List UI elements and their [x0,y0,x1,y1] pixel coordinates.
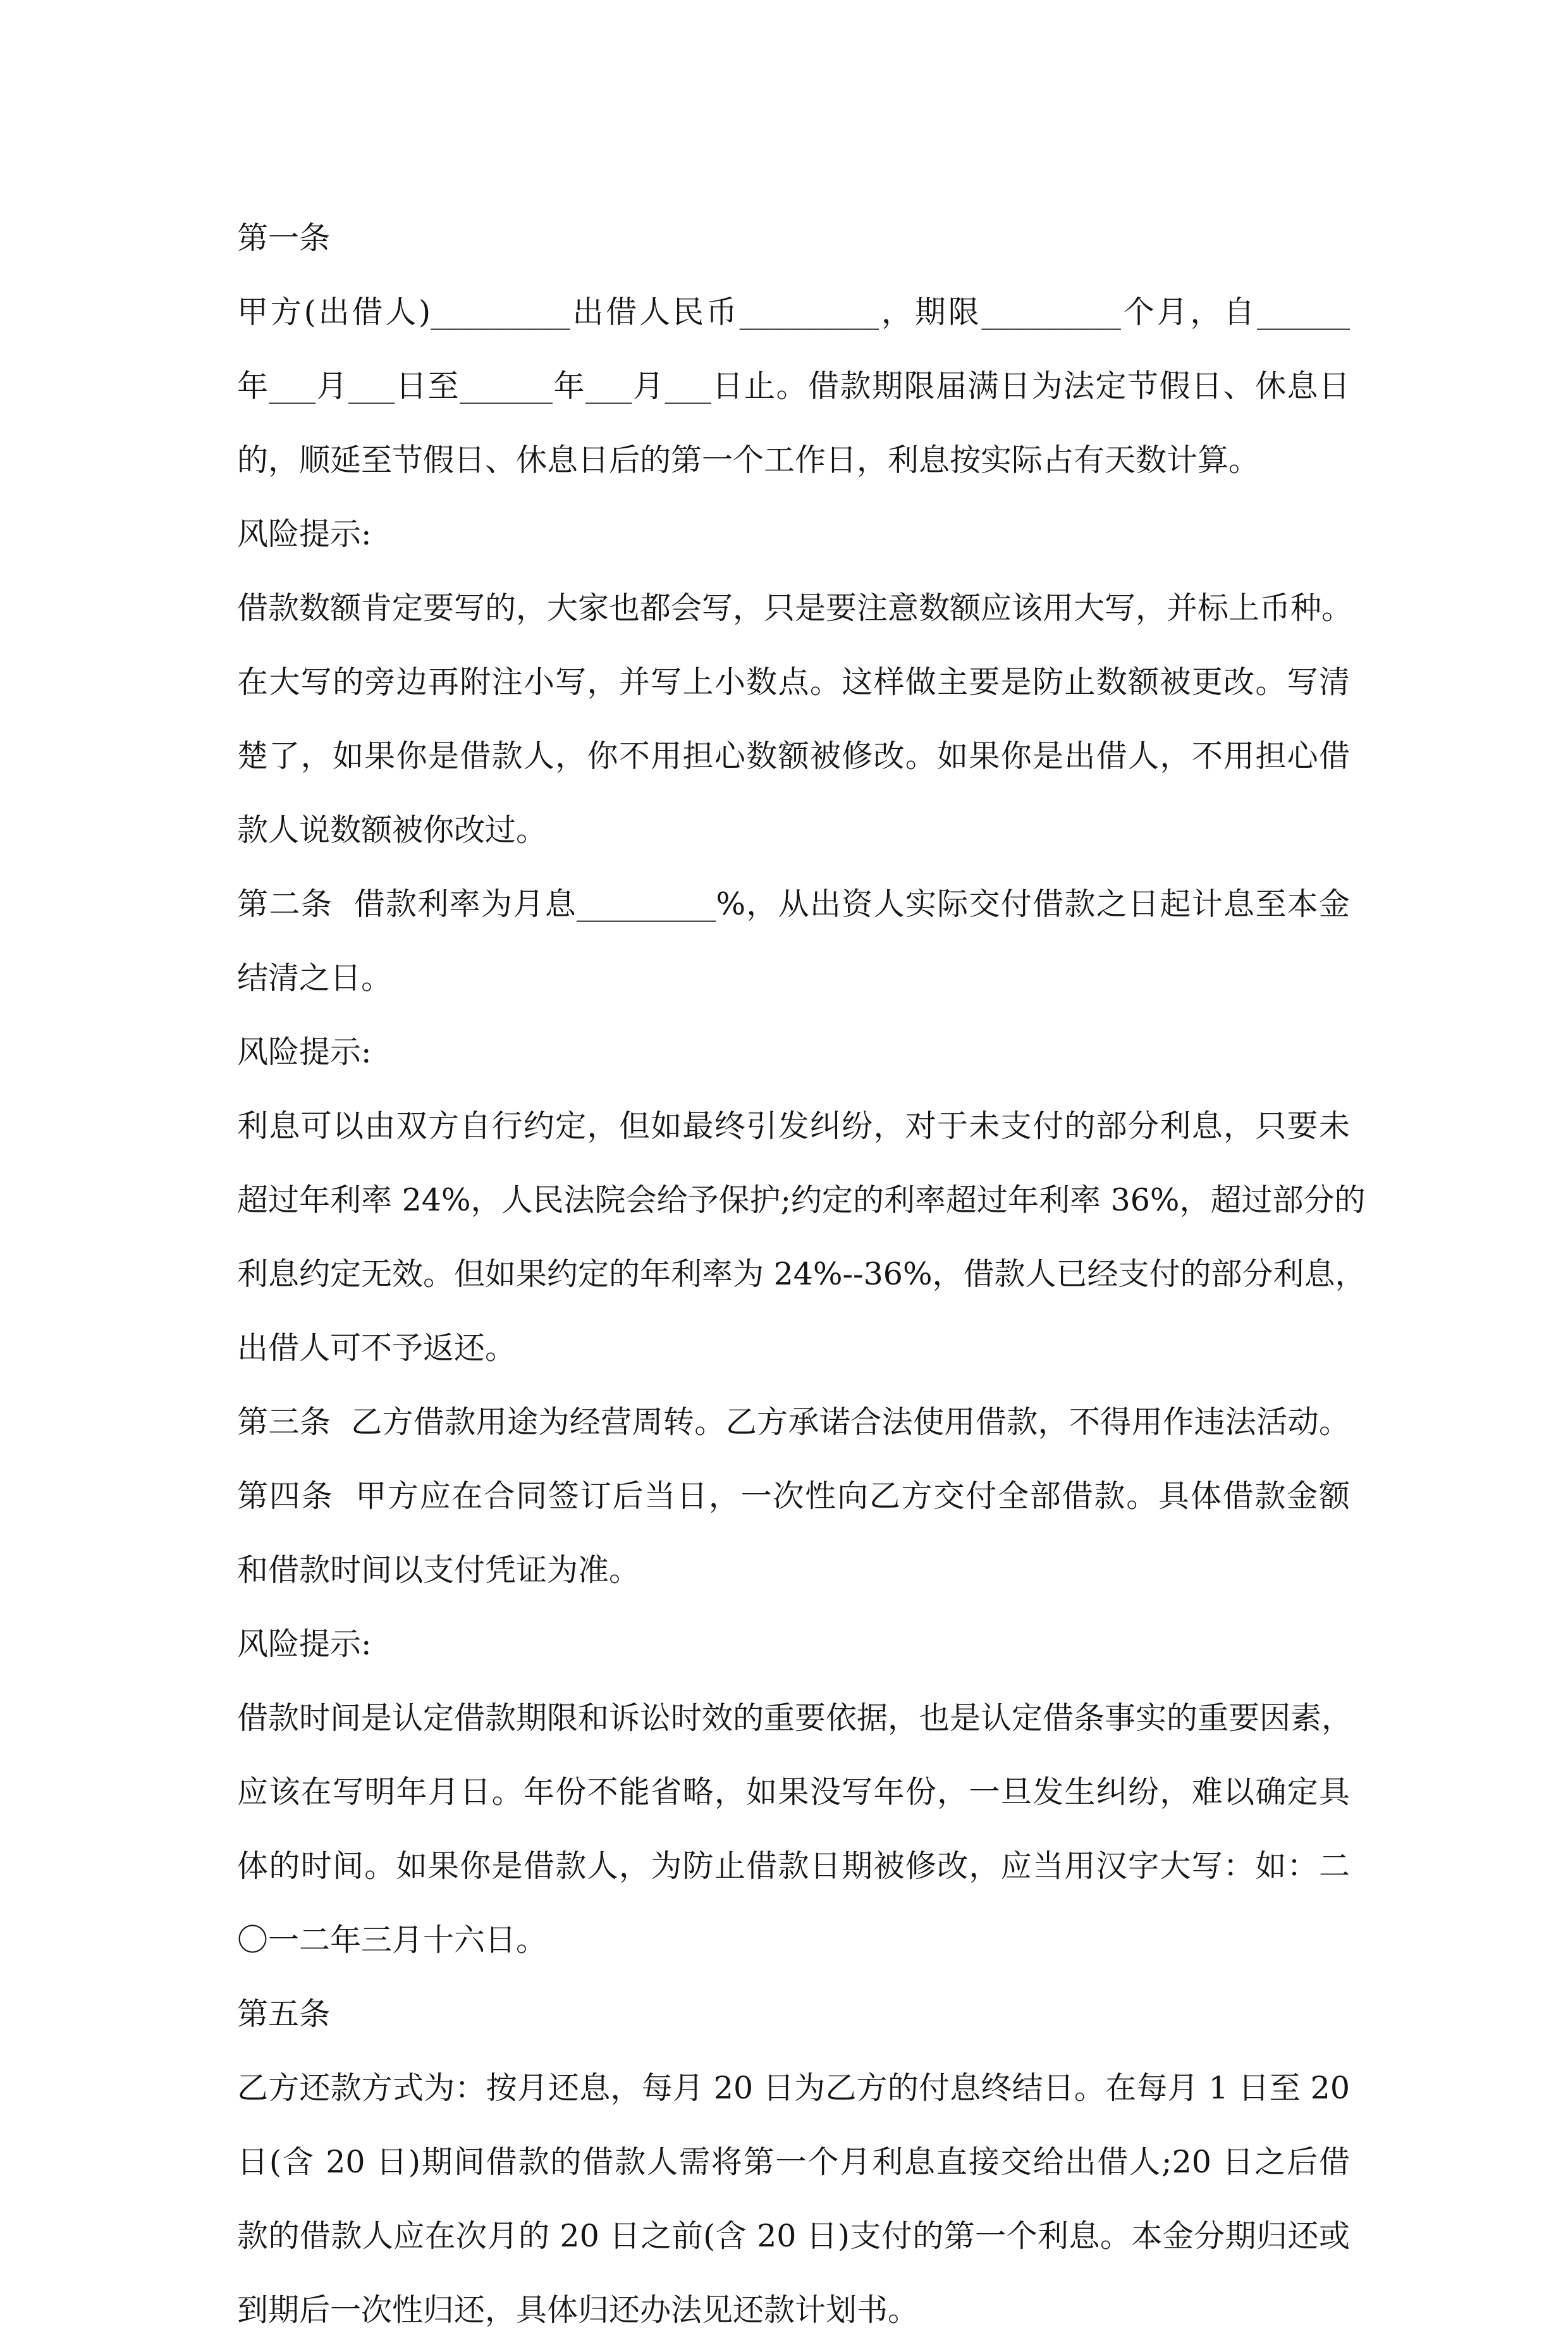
article-1-text-line: 年___月___日至______年___月___日止。借款期限届满日为法定节假日、休息日 [237,368,1350,404]
article-5-text-line: 款的借款人应在次月的 20 日之前(含 20 日)支付的第一个利息。本金分期归还或 [237,2218,1350,2254]
article-1-text-line: 的，顺延至节假日、休息日后的第一个工作日，利息按实际占有天数计算。 [237,442,1260,478]
article-5-heading: 第五条 [237,1996,331,2032]
article-4-text-line: 第四条 甲方应在合同签订后当日，一次性向乙方交付全部借款。具体借款金额 [237,1478,1350,1514]
risk-tip-heading: 风险提示: [237,1034,372,1070]
risk-tip-heading: 风险提示: [237,516,372,552]
risk-tip-text-line: 利息约定无效。但如果约定的年利率为 24%--36%，借款人已经支付的部分利息， [237,1256,1366,1292]
article-3-text-line: 第三条 乙方借款用途为经营周转。乙方承诺合法使用借款，不得用作违法活动。 [237,1404,1350,1440]
article-4-text-line: 和借款时间以支付凭证为准。 [237,1552,640,1588]
article-5-text-line: 到期后一次性归还，具体归还办法见还款计划书。 [237,2292,919,2328]
risk-tip-text-line: 利息可以由双方自行约定，但如最终引发纠纷，对于未支付的部分利息，只要未 [237,1108,1350,1144]
risk-tip-text-line: 楚了，如果你是借款人，你不用担心数额被修改。如果你是出借人，不用担心借 [237,738,1350,774]
article-1-heading: 第一条 [237,220,331,256]
article-5-text-line: 乙方还款方式为：按月还息，每月 20 日为乙方的付息终结日。在每月 1 日至 20 [237,2070,1350,2106]
risk-tip-text-line: 超过年利率 24%，人民法院会给予保护;约定的利率超过年利率 36%，超过部分的 [237,1182,1366,1218]
risk-tip-text-line: 出借人可不予返还。 [237,1330,517,1366]
risk-tip-heading: 风险提示: [237,1626,372,1662]
risk-tip-text-line: 在大写的旁边再附注小写，并写上小数点。这样做主要是防止数额被更改。写清 [237,664,1350,700]
article-5-text-line: 日(含 20 日)期间借款的借款人需将第一个月利息直接交给出借人;20 日之后借 [237,2144,1350,2180]
risk-tip-text-line: 款人说数额被你改过。 [237,812,548,848]
risk-tip-text-line: 借款时间是认定借款期限和诉讼时效的重要依据，也是认定借条事实的重要因素， [237,1700,1353,1736]
risk-tip-text-line: 体的时间。如果你是借款人，为防止借款日期被修改，应当用汉字大写：如：二 [237,1848,1350,1884]
article-2-text-line: 第二条 借款利率为月息_________%，从出资人实际交付借款之日起计息至本金 [237,886,1350,922]
risk-tip-text-line: 应该在写明年月日。年份不能省略，如果没写年份，一旦发生纠纷，难以确定具 [237,1774,1350,1810]
risk-tip-text-line: 借款数额肯定要写的，大家也都会写，只是要注意数额应该用大写，并标上币种。 [237,590,1353,626]
document-body [237,201,1366,2347]
article-1-text-line: 甲方(出借人)_________出借人民币_________，期限_________个月，自______ [237,294,1350,330]
article-2-text-line: 结清之日。 [237,960,393,996]
risk-tip-text-line: 〇一二年三月十六日。 [237,1922,548,1958]
